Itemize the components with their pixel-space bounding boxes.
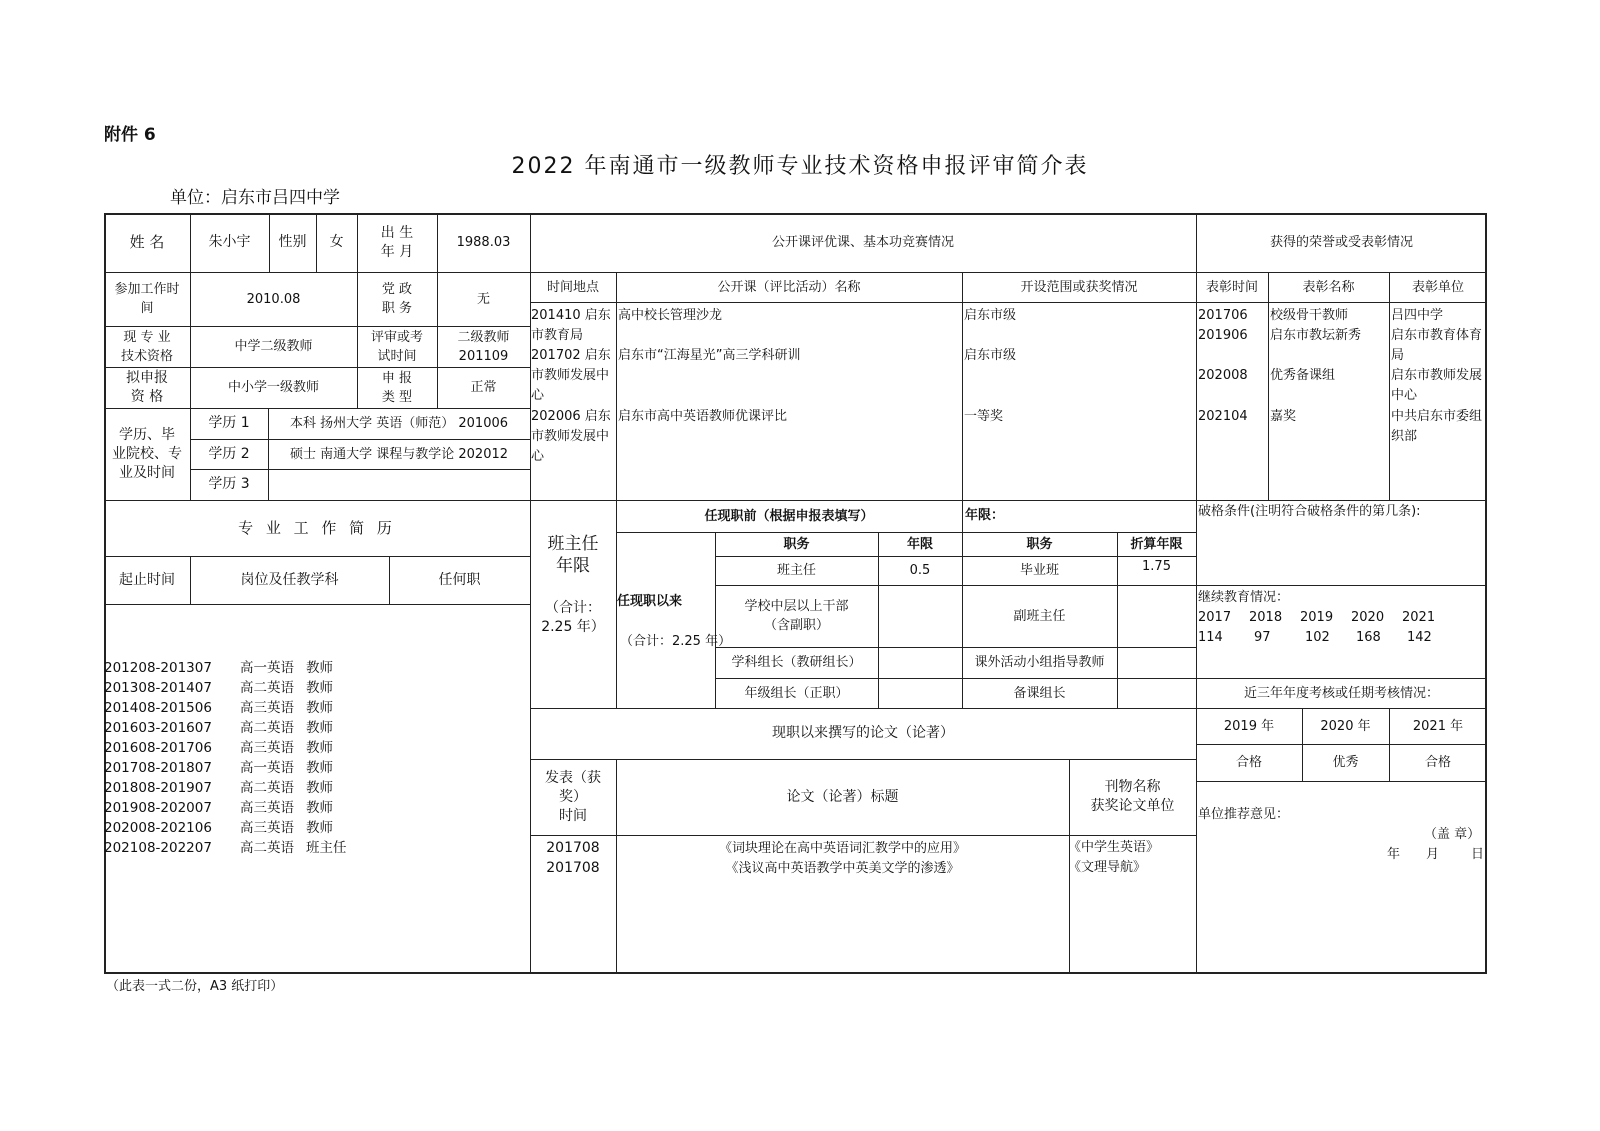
education-1-label: 学历 1 xyxy=(208,415,250,431)
honor-1-time: 201706 xyxy=(1198,308,1248,323)
ht-row1-duty1: 班主任 xyxy=(776,563,816,578)
continuing-year-2017: 2017 xyxy=(1198,610,1232,625)
continuing-hours-2021: 142 xyxy=(1407,630,1432,645)
honor-3-name: 优秀备课组 xyxy=(1270,368,1336,383)
lessons-header-scope: 开设范围或获奖情况 xyxy=(1020,279,1138,295)
footer-note: （此表一式二份，A3 纸打印） xyxy=(106,979,284,994)
lesson-2-scope: 启东市级 xyxy=(964,348,1017,363)
table-row: 201608-201706 高三英语 教师 xyxy=(104,740,333,756)
ht-row4-duty2: 备课组长 xyxy=(1013,685,1066,701)
ht-header-years1: 年限 xyxy=(906,536,933,552)
table-row: 202108-202207 高二英语 班主任 xyxy=(104,840,347,856)
continuing-hours-2017: 114 xyxy=(1198,630,1223,645)
unit-label: 单位：启东市吕四中学 xyxy=(170,188,340,208)
exception-label: 破格条件(注明符合破格条件的第几条): xyxy=(1198,504,1421,519)
continuing-year-2019: 2019 xyxy=(1300,610,1334,625)
ht-row4-duty1: 年级组长（正职） xyxy=(744,685,849,701)
birth-label: 出 生 年 月 xyxy=(380,224,414,260)
assess-year-2020: 2020 年 xyxy=(1320,718,1371,734)
continuing-hours-2020: 168 xyxy=(1356,630,1381,645)
honor-1-unit: 吕四中学 xyxy=(1391,308,1444,323)
papers-title: 现职以来撰写的论文（论著） xyxy=(772,725,954,741)
birth-value: 1988.03 xyxy=(456,235,511,250)
ht-row1-duty2: 毕业班 xyxy=(1019,563,1059,578)
years-label: 年限： xyxy=(965,508,1005,523)
continuing-hours-2019: 102 xyxy=(1305,630,1330,645)
recommend-label: 单位推荐意见： xyxy=(1198,807,1290,822)
assess-year-2019: 2019 年 xyxy=(1223,718,1275,734)
current-qual-label: 现 专 业 技术资格 xyxy=(120,329,173,364)
ht-row3-duty1: 学科组长（教研组长） xyxy=(731,655,862,670)
date-year: 年 xyxy=(1387,847,1401,862)
career-header-role: 任何职 xyxy=(438,571,481,588)
honor-1-name: 校级骨干教师 xyxy=(1270,308,1349,323)
head-teacher-label: 班主任 年限 xyxy=(547,534,599,576)
gender-value: 女 xyxy=(329,234,344,250)
lesson-2-time: 201702 启东市教师发展中心 xyxy=(531,348,611,403)
ht-header-duty2: 职务 xyxy=(1026,536,1053,552)
ht-row3-years1 xyxy=(878,647,962,678)
ht-row4-years1 xyxy=(878,678,962,708)
ht-row1-years1: 0.5 xyxy=(909,563,931,578)
assess-label: 近三年年度考核或任期考核情况： xyxy=(1243,685,1439,701)
continuing-year-2018: 2018 xyxy=(1249,610,1283,625)
continuing-year-2021: 2021 xyxy=(1402,610,1436,625)
apply-qual-label: 拟申报 资 格 xyxy=(126,369,168,405)
education-3-value xyxy=(268,469,530,500)
honor-4-time: 202104 xyxy=(1198,409,1248,424)
honors-header-unit: 表彰单位 xyxy=(1411,279,1464,295)
table-row: 201408-201506 高三英语 教师 xyxy=(104,700,333,716)
assess-year-2021: 2021 年 xyxy=(1412,718,1464,734)
table-row: 202008-202106 高三英语 教师 xyxy=(104,820,333,836)
paper-1-title: 《词块理论在高中英语词汇教学中的应用》 xyxy=(718,840,966,856)
career-list xyxy=(104,658,347,858)
papers-header-time: 发表（获奖） 时间 xyxy=(545,769,601,824)
ht-row2-duty2: 副班主任 xyxy=(1013,608,1066,624)
ht-row4-years2 xyxy=(1117,678,1196,708)
apply-qual-value: 中小学一级教师 xyxy=(227,380,319,395)
lessons-header-time: 时间地点 xyxy=(546,279,599,295)
paper-2-title: 《浅议高中英语教学中英美文学的渗透》 xyxy=(725,860,960,876)
review-label: 评审或考 试时间 xyxy=(370,329,423,364)
name-value: 朱小宇 xyxy=(208,234,251,250)
table-row: 201808-201907 高二英语 教师 xyxy=(104,780,333,796)
career-title: 专 业 工 作 简 历 xyxy=(238,518,396,537)
table-row: 201708-201807 高一英语 教师 xyxy=(104,760,333,776)
table-row: 201308-201407 高二英语 教师 xyxy=(104,680,333,696)
head-teacher-total: （合计： 2.25 年） xyxy=(541,600,605,635)
work-start-value: 2010.08 xyxy=(246,291,301,307)
education-3-label: 学历 3 xyxy=(208,476,250,492)
honor-4-unit: 中共启东市委组织部 xyxy=(1391,409,1483,444)
table-row: 201208-201307 高一英语 教师 xyxy=(104,660,333,676)
ht-header-years2: 折算年限 xyxy=(1130,536,1183,552)
work-start-label: 参加工作时 间 xyxy=(114,282,180,316)
party-value: 无 xyxy=(476,291,490,307)
assess-result-2021: 合格 xyxy=(1424,755,1451,770)
education-2-label: 学历 2 xyxy=(208,445,250,462)
since-label: 任现职以来 xyxy=(617,594,683,609)
paper-1-journal: 《中学生英语》 xyxy=(1068,840,1160,855)
ht-row3-duty2: 课外活动小组指导教师 xyxy=(974,655,1105,670)
continuing-year-2020: 2020 xyxy=(1351,610,1385,625)
assess-result-2019: 合格 xyxy=(1235,755,1262,770)
ht-row2-years2 xyxy=(1117,585,1196,647)
education-label: 学历、毕 业院校、专 业及时间 xyxy=(112,426,182,481)
lesson-3-name: 启东市高中英语教师优课评比 xyxy=(618,409,788,424)
lesson-1-time: 201410 启东市教育局 xyxy=(531,308,611,343)
review-value: 二级教师 201109 xyxy=(457,329,510,364)
papers-header-journal: 刊物名称 获奖论文单位 xyxy=(1090,779,1175,814)
before-label: 任现职前（根据申报表填写） xyxy=(704,508,874,524)
party-label: 党 政 职 务 xyxy=(381,282,413,316)
continuing-label: 继续教育情况： xyxy=(1198,590,1290,605)
papers-header-title: 论文（论著）标题 xyxy=(786,788,899,805)
education-1-value: 本科 扬州大学 英语（师范） 201006 xyxy=(289,416,509,431)
lessons-header-name: 公开课（评比活动）名称 xyxy=(717,279,861,295)
date-day: 日 xyxy=(1471,847,1485,862)
ht-row3-years2 xyxy=(1117,647,1196,678)
lesson-2-name: 启东市“江海星光”高三学科研训 xyxy=(618,348,801,363)
table-row: 201908-202007 高三英语 教师 xyxy=(104,800,333,816)
honor-2-name: 启东市教坛新秀 xyxy=(1270,328,1362,343)
paper-2-time: 201708 xyxy=(546,859,600,876)
date-month: 月 xyxy=(1426,847,1440,862)
lesson-3-time: 202006 启东市教师发展中心 xyxy=(531,409,611,464)
table-row: 201603-201607 高二英语 教师 xyxy=(104,720,333,736)
current-qual-value: 中学二级教师 xyxy=(234,339,313,354)
assess-result-2020: 优秀 xyxy=(1332,755,1359,770)
lesson-1-scope: 启东市级 xyxy=(964,308,1017,323)
honors-title: 获得的荣誉或受表彰情况 xyxy=(1269,235,1413,250)
honor-2-time: 201906 xyxy=(1198,328,1248,343)
seal-label: （盖 章） xyxy=(1424,827,1481,842)
honors-header-name: 表彰名称 xyxy=(1302,279,1355,295)
honor-3-time: 202008 xyxy=(1198,368,1248,383)
attachment-label: 附件 6 xyxy=(104,125,156,145)
continuing-hours-2018: 97 xyxy=(1254,630,1271,645)
ht-row2-years1 xyxy=(878,585,962,647)
lesson-1-name: 高中校长管理沙龙 xyxy=(618,308,723,323)
career-header-period: 起止时间 xyxy=(119,571,175,588)
honor-2-unit: 启东市教育体育局 xyxy=(1391,328,1483,363)
apply-type-label: 申 报 类 型 xyxy=(381,370,413,405)
ht-header-duty1: 职务 xyxy=(783,536,810,552)
lessons-title: 公开课评优课、基本功竞赛情况 xyxy=(771,235,954,250)
gender-label: 性别 xyxy=(278,234,307,250)
page-title: 2022 年南通市一级教师专业技术资格申报评审简介表 xyxy=(511,154,1089,179)
honors-header-time: 表彰时间 xyxy=(1205,279,1258,295)
paper-1-time: 201708 xyxy=(546,839,600,856)
honor-4-name: 嘉奖 xyxy=(1270,409,1297,424)
since-total: （合计：2.25 年） xyxy=(620,634,732,649)
name-label: 姓 名 xyxy=(129,233,165,251)
lesson-3-scope: 一等奖 xyxy=(964,409,1004,424)
ht-row2-duty1: 学校中层以上干部 （含副职） xyxy=(744,599,849,633)
apply-type-value: 正常 xyxy=(470,380,497,395)
education-2-value: 硕士 南通大学 课程与教学论 202012 xyxy=(289,446,509,462)
career-header-subject: 岗位及任教学科 xyxy=(240,571,339,588)
paper-2-journal: 《文理导航》 xyxy=(1068,860,1147,875)
honor-3-unit: 启东市教师发展中心 xyxy=(1391,368,1483,403)
ht-row1-years2: 1.75 xyxy=(1142,559,1171,574)
